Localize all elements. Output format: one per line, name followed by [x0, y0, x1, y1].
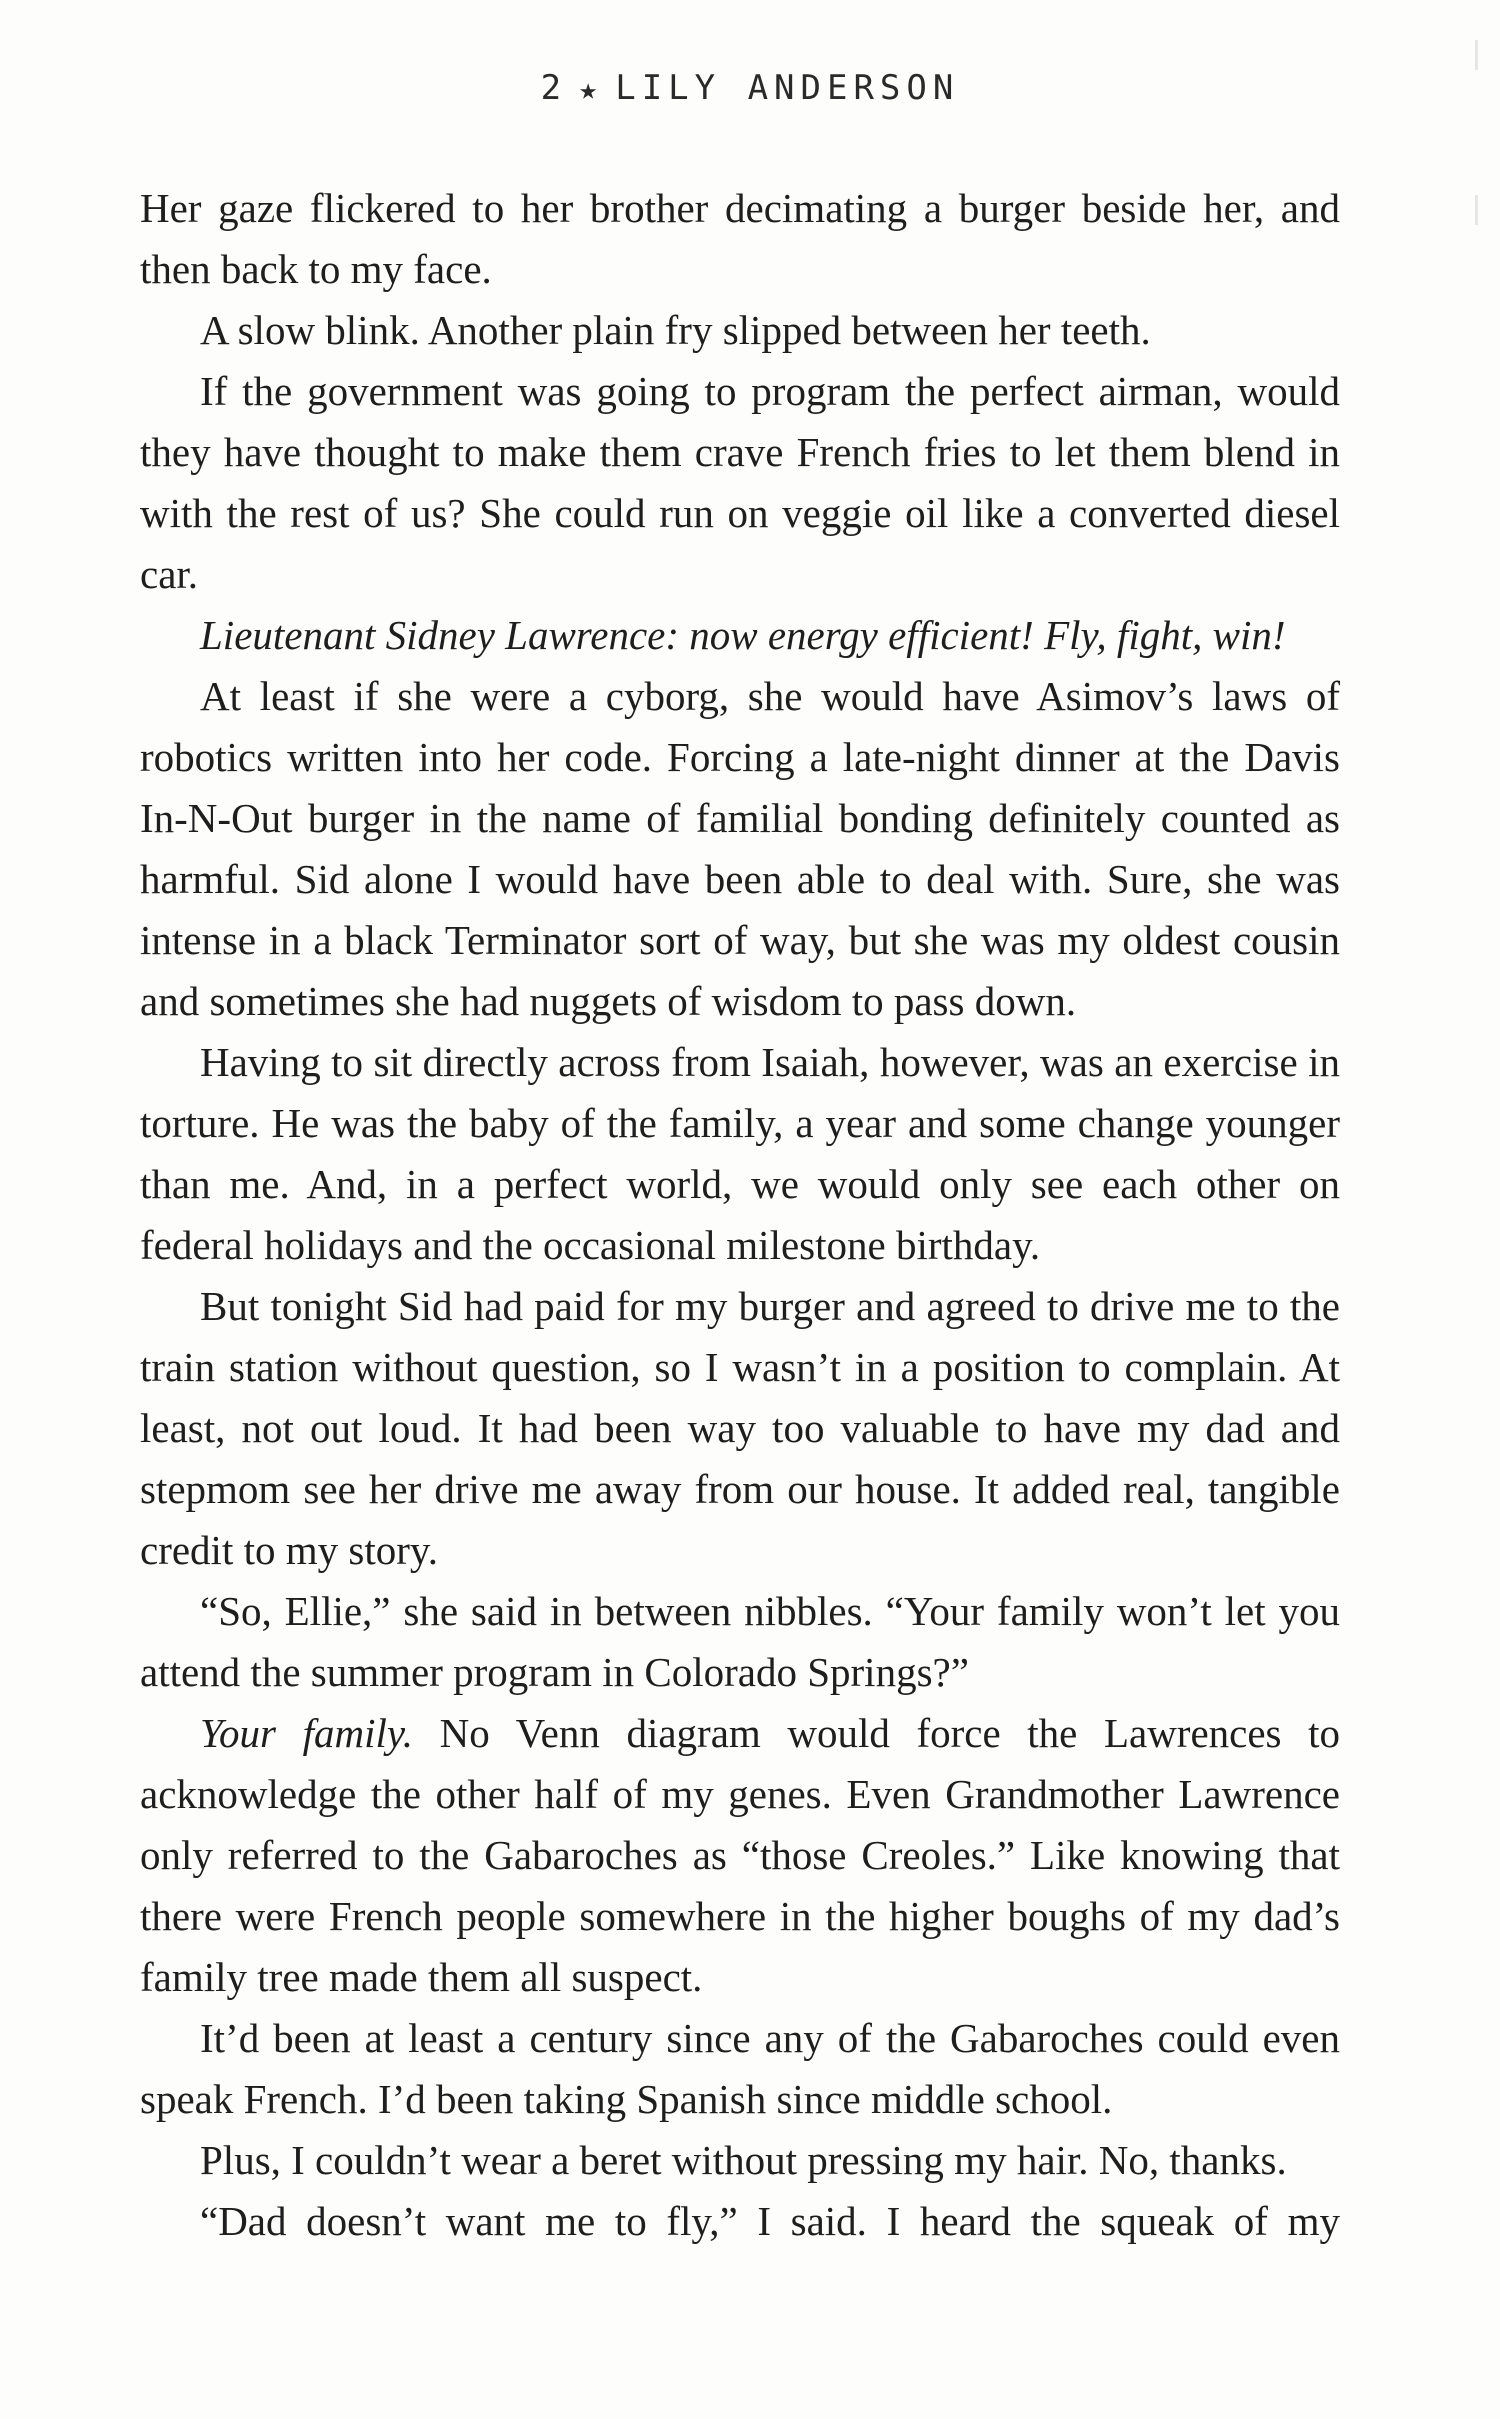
paragraph: It’d been at least a century since any of the Gabaroches could even speak French. I’d been taking Spanish since middle school. [140, 2015, 1340, 2122]
paragraph: “So, Ellie,” she said in between nibbles. “Your family won’t let you attend the summer program in Colorado Springs?” [140, 1588, 1340, 1695]
paragraph-italic: Lieutenant Sidney Lawrence: now energy efficient! Fly, fight, win! [200, 612, 1286, 658]
body-text [140, 178, 1340, 2252]
paragraph: A slow blink. Another plain fry slipped between her teeth. [200, 307, 1151, 353]
running-head [0, 68, 1500, 108]
emphasis: Your family. [200, 1710, 414, 1756]
paragraph: At least if she were a cyborg, she would have Asimov’s laws of robotics written into her code. Forcing a late-night dinner at the Davis In-N-Out burger in the name of familial bonding definitely counted as harmful. Sid alone I would have been able to deal with. Sure, she was intense in a black Terminator sort of way, but she was my oldest cousin and sometimes she had nuggets of wisdom to pass down. [140, 673, 1340, 1024]
scan-mark [1475, 40, 1478, 70]
paragraph: If the government was going to program the perfect airman, would they have thought to make them crave French fries to let them blend in with the rest of us? She could run on veggie oil like a converted diesel car. [140, 368, 1340, 597]
scan-mark [1475, 195, 1478, 225]
paragraph: Having to sit directly across from Isaiah, however, was an exercise in torture. He was the baby of the family, a year and some change younger than me. And, in a perfect world, we would only see each other on federal holidays and the occasional milestone birthday. [140, 1039, 1340, 1268]
star-icon: ★ [579, 72, 604, 107]
paragraph: Her gaze flickered to her brother decimating a burger beside her, and then back to my face. [140, 185, 1340, 292]
paragraph: Plus, I couldn’t wear a beret without pressing my hair. No, thanks. [200, 2137, 1287, 2183]
page-number: 2 [540, 68, 568, 108]
paragraph [140, 1703, 1340, 2008]
paragraph-text: No Venn diagram would force the Lawrences to acknowledge the other half of my genes. Even Grandmother Lawrence only referred to the Gabaroches as “those Creoles.” Like knowing that there were French people somewhere in the higher boughs of my dad’s family tree made them all suspect. [140, 1710, 1340, 2000]
paragraph: “Dad doesn’t want me to fly,” I said. I heard the squeak of my [200, 2198, 1340, 2244]
author-name: LILY ANDERSON [615, 68, 960, 108]
paragraph: But tonight Sid had paid for my burger and agreed to drive me to the train station without question, so I wasn’t in a position to complain. At least, not out loud. It had been way too valuable to have my dad and stepmom see her drive me away from our house. It added real, tangible credit to my story. [140, 1283, 1340, 1573]
